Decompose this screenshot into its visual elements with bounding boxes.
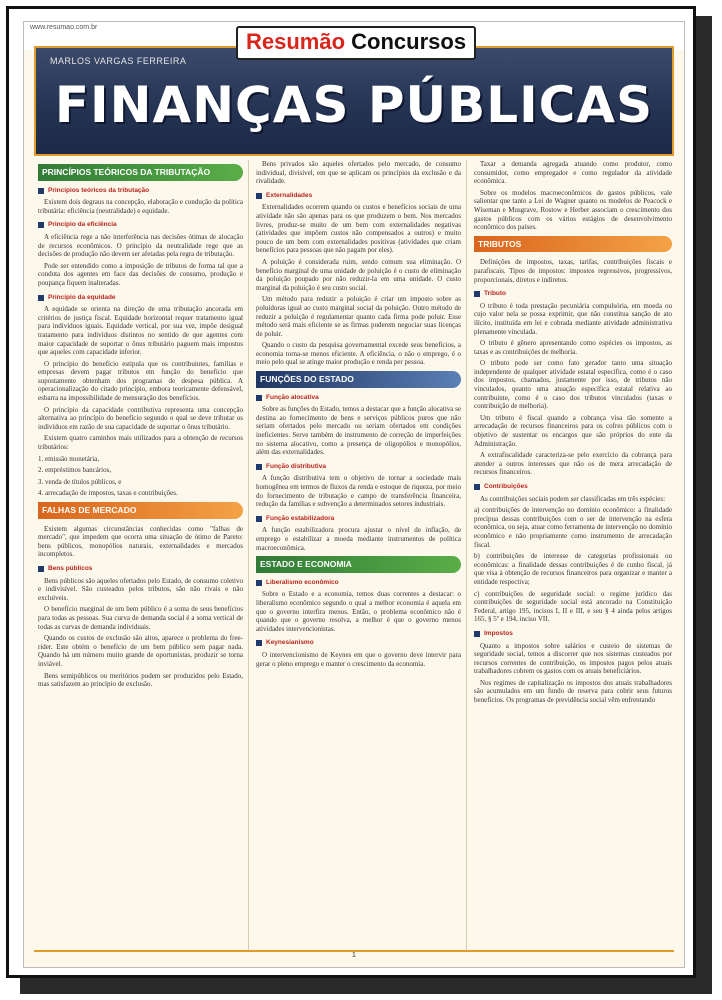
paragraph: Existem quatro caminhos mais utilizados para a obtenção de recursos tributários: bbox=[38, 434, 243, 452]
paragraph: Pode ser entendido como a imposição de tributos de forma tal que a conduta dos agentes em face das decisões de consumo, produção e poupança fiquem inalteradas. bbox=[38, 261, 243, 287]
subheading: Impostos bbox=[474, 630, 672, 639]
subheading: Liberalismo econômico bbox=[256, 579, 461, 588]
column-3 bbox=[474, 160, 672, 950]
list-item: a) contribuições de intervenção no domínio econômico: a finalidade precípua dessas contribuições com o ser de intervenção na esfera econômica, ou seja, atuar como ferramenta de intervenção no domínio econômico e não propriamente como instrumento de arrecadação fiscal. bbox=[474, 506, 672, 549]
paragraph: Bens semipúblicos ou meritórios podem ser produzidos pelo Estado, mas satisfazem ao princípio de exclusão. bbox=[38, 671, 243, 689]
paragraph: Quando os custos de exclusão são altos, aparece o problema do free-rider. Este obtém o benefício de um bem público sem pagar nada. Quando há um número muito grande de oportunistas, produzir se torna inviável. bbox=[38, 634, 243, 668]
paragraph: Bens privados são aqueles ofertados pelo mercado, de consumo individual, divisível, em que se aplicam os princípios da exclusão e da rivalidade. bbox=[256, 160, 461, 186]
content-columns bbox=[34, 160, 674, 950]
subheading: Princípio da equidade bbox=[38, 294, 243, 303]
paragraph: Quando o custo da pesquisa governamental excede seus benefícios, a economia torna-se menos eficiente. A eficiência, o não o emprego, é o meio pelo qual se atinge maior produção e renda per pessoa. bbox=[256, 341, 461, 367]
section-heading-tributos: TRIBUTOS bbox=[474, 236, 672, 253]
paragraph: O intervencionismo de Keynes em que o governo deve intervir para gerar o pleno emprego e manter o crescimento da economia. bbox=[256, 650, 461, 668]
subheading: Contribuições bbox=[474, 483, 672, 492]
subheading: Keynesianismo bbox=[256, 639, 461, 648]
list-item: 2. empréstimos bancários, bbox=[38, 466, 112, 475]
paragraph: Um método para reduzir a poluição é criar um imposto sobre as poluidoras igual ao custo marginal social da poluição. Outro método de reduzir a poluição é regulamentar quanto cada firma pode poluir. Esse método será mais eficiente se as firmas puderem negociar suas licenças de poluir. bbox=[256, 295, 461, 338]
paragraph: A função estabilizadora procura ajustar o nível de inflação, de emprego e estabilizar a moeda mediante instrumentos de política macroeconômica. bbox=[256, 526, 461, 552]
list-item: 3. venda de títulos públicos, e bbox=[38, 477, 122, 486]
subheading: Princípio da eficiência bbox=[38, 221, 243, 230]
paragraph: Taxar a demanda agregada atuando como produtor, como consumidor, como empregador e como regulador da atividade econômica. bbox=[474, 160, 672, 186]
list-item: 1. emissão monetária, bbox=[38, 454, 100, 463]
section-heading-principios: PRINCÍPIOS TEÓRICOS DA TRIBUTAÇÃO bbox=[38, 164, 243, 181]
section-heading-funcoes: FUNÇÕES DO ESTADO bbox=[256, 371, 461, 388]
list-item: b) contribuições de interesse de categorias profissionais ou econômicas: a finalidade dessas contribuições é de cunho fiscal, já que visa à obtenção de recursos financeiros para organizar e manter a entidade respectiva; bbox=[474, 552, 672, 586]
paragraph: A eficiência rege a não interferência nas decisões ótimas de alocação de recursos econômicos. O princípio da neutralidade rege que as decisões de produção não devem ser afetadas pela regra de tributação. bbox=[38, 232, 243, 259]
paragraph: Bens públicos são aqueles ofertados pelo Estado, de consumo coletivo e indivisível. São custeados pelos tributos, são não rivais e não excluíveis. bbox=[38, 576, 243, 602]
section-heading-estado: ESTADO E ECONOMIA bbox=[256, 556, 461, 573]
paragraph: Quanto a impostos sobre salários e custeio de sistemas de seguridade social, temos a discorrer que nos sistemas custeados por recursos correntes de contribuição, os impostos pagos pelos atuais trabalhadores cobrem os gastos com os atuais beneficiários. bbox=[474, 641, 672, 676]
subheading: Bens públicos bbox=[38, 565, 243, 574]
column-2 bbox=[256, 160, 461, 950]
paragraph: Nos regimes de capitalização os impostos dos atuais trabalhadores são acumulados em um fundo de reserva para cobrir seus futuros benefícios. Os programas de previdência social vêm enfrentando bbox=[474, 678, 672, 705]
paragraph: O tributo pode ser como fato gerador tanto uma situação independente de qualquer atividade estatal específica, como é o caso dos impostos, chamados, justamente por isso, de tributos não vinculados, quanto uma atuação específica estatal relativa ao contribuinte, como é o caso dos tributos vinculados (taxas e contribuição de melhoria). bbox=[474, 359, 672, 411]
paragraph: O tributo é gênero apresentando como espécies os impostos, as taxas e as contribuições de melhoria. bbox=[474, 339, 672, 356]
brand-part1: Resumão bbox=[246, 29, 346, 54]
sheet-frame bbox=[6, 6, 696, 978]
paragraph: Sobre as funções do Estado, temos a destacar que a função alocativa se destina ao fornecimento de bens e serviços públicos puros que não seriam ofertados pelo mercado ou seriam ofertados em condições ineficientes. Serve também de instrumento de correção de imperfeições no sistema alocativo, como a presença de oligopólios e monopólios, além das externalidades. bbox=[256, 405, 461, 457]
paragraph: O princípio do benefício estipula que os contribuintes, famílias e empresas devem pagar tributos em função do benefício que supostamente obtenham dos programas de despesa pública. A operacionalização do citado princípio, embora teoricamente defensável, esbarra na impossibilidade de mensuração dos benefícios. bbox=[38, 359, 243, 403]
paragraph: Existem algumas circunstâncias conhecidas como "falhas de mercado", que impedem que ocorra uma situação de ótimo de Pareto: bens públicos, monopólios naturais, externalidades e mercados incompletos. bbox=[38, 524, 243, 559]
paragraph: Um tributo é fiscal quando a cobrança visa tão somente a arrecadação de recursos financeiros para os cofres públicos com o objetivo de sustentar os encargos que são próprios do ente da Administração. bbox=[474, 413, 672, 448]
brand-logo bbox=[236, 26, 476, 60]
paragraph: Definições de impostos, taxas, tarifas, contribuições fiscais e parafiscais. Tipos de impostos: impostos regressivos, progressivos, proporcionais, diretos e indiretos. bbox=[474, 258, 672, 284]
author: MARLOS VARGAS FERREIRA bbox=[50, 56, 187, 66]
subheading: Tributo bbox=[474, 290, 672, 299]
column-1 bbox=[38, 160, 243, 950]
subheading: Externalidades bbox=[256, 192, 461, 201]
paragraph: O princípio da capacidade contributiva representa uma concepção alternativa ao princípio do benefício segundo o qual se deve tributar os indivíduos em razão de sua capacidade de suportar o ônus tributário. bbox=[38, 405, 243, 431]
paragraph: A função distributiva tem o objetivo de tornar a sociedade mais homogênea em termos de fluxos da renda e estoque de riqueza, por meio do fornecimento de tributação e campo de transferência financeira, redução da famílias e subvenção a determinados setores industriais. bbox=[256, 474, 461, 509]
subheading: Princípios teóricos da tributação bbox=[38, 187, 243, 196]
paragraph: Existem dois degraus na concepção, elaboração e condução da política tributária: eficiência (neutralidade) e equidade. bbox=[38, 198, 243, 215]
subheading: Função alocativa bbox=[256, 394, 461, 403]
brand-part2: Concursos bbox=[351, 29, 467, 54]
paragraph: Externalidades ocorrem quando os custos e benefícios sociais de uma atividade não são apenas para os que produzem o bem. Nos mercados livres, produz-se muito de um bem com externalidades negativas (atividades que impõem custos não compensados a outros) e muito pouco de um bem com externalidades positivas (atividades que criam benefícios para pessoas que não pagam por eles). bbox=[256, 203, 461, 255]
paragraph: A extrafiscalidade caracteriza-se pelo exercício da cobrança para atender a outros interesses que não os de mera arrecadação de recursos financeiros. bbox=[474, 451, 672, 477]
site-url: www.resumao.com.br bbox=[30, 24, 98, 31]
list-item: 4. arrecadação de impostos, taxas e contribuições. bbox=[38, 489, 178, 498]
sheet bbox=[23, 21, 685, 968]
subheading: Função estabilizadora bbox=[256, 515, 461, 524]
paragraph: A equidade se orienta na direção de uma tributação ancorada em critérios de justiça fiscal. Equidade horizontal requer tratamento igual para indivíduos iguais. Equidade vertical, por sua vez, impõe desigual tratamento para indivíduos distintos no sentido de que agentes com maior capacidade de suportar o ônus tributário paguem mais impostos que aqueles com capacidade inferior. bbox=[38, 305, 243, 357]
paragraph: As contribuições sociais podem ser classificadas em três espécies: bbox=[480, 494, 666, 503]
list-item: c) contribuições de seguridade social: o regime jurídico das contribuições de seguridade social está ancorado na Constituição Federal, artigo 195, incisos I, II e III, e seu § 4 ainda pelos artigos 165, § 5º e 194, inciso VII. bbox=[474, 589, 672, 624]
subheading: Função distributiva bbox=[256, 463, 461, 472]
column-divider bbox=[466, 160, 467, 950]
title-banner bbox=[34, 46, 674, 156]
page-title: FINANÇAS PÚBLICAS bbox=[54, 76, 654, 134]
paragraph: Sobre o Estado e a economia, temos duas correntes a destacar: o liberalismo econômico segundo o qual a melhor economia é aquela em que o governo interfira menos. Então, o problema econômico não é quando que o governo resolva, a melhor é que o governo menos atividades intervencionistas. bbox=[256, 590, 461, 633]
paragraph: O benefício marginal de um bem público é a soma de seus benefícios para todas as pessoas. Sua curva de demanda social é a soma vertical de todas as curvas de demanda individuais. bbox=[38, 605, 243, 631]
paragraph: A poluição é considerada ruim, sendo comum sua eliminação. O benefício marginal de uma unidade de poluição é o custo de eliminação da poluição poupado por não reduzir-la em uma unidade. O custo marginal da poluição é seu custo social. bbox=[256, 257, 461, 292]
paragraph: Sobre os modelos macroeconômicos de gastos públicos, vale salientar que tanto a Lei de Wagner quanto os modelos de Peacock e Wiseman e Musgrave, Rostow e Herber associam o crescimento dos gastos públicos com os vários estágios de desenvolvimento econômico dos países. bbox=[474, 188, 672, 232]
section-heading-falhas: FALHAS DE MERCADO bbox=[38, 502, 243, 519]
paragraph: O tributo é toda prestação pecuniária compulsória, em moeda ou cujo valor nela se possa exprimir, que não constitua sanção de ato ilícito, instituída em lei e cobrada mediante atividade administrativa plenamente vinculada. bbox=[474, 301, 672, 336]
page-number: 1 bbox=[352, 952, 356, 959]
column-divider bbox=[248, 160, 249, 950]
